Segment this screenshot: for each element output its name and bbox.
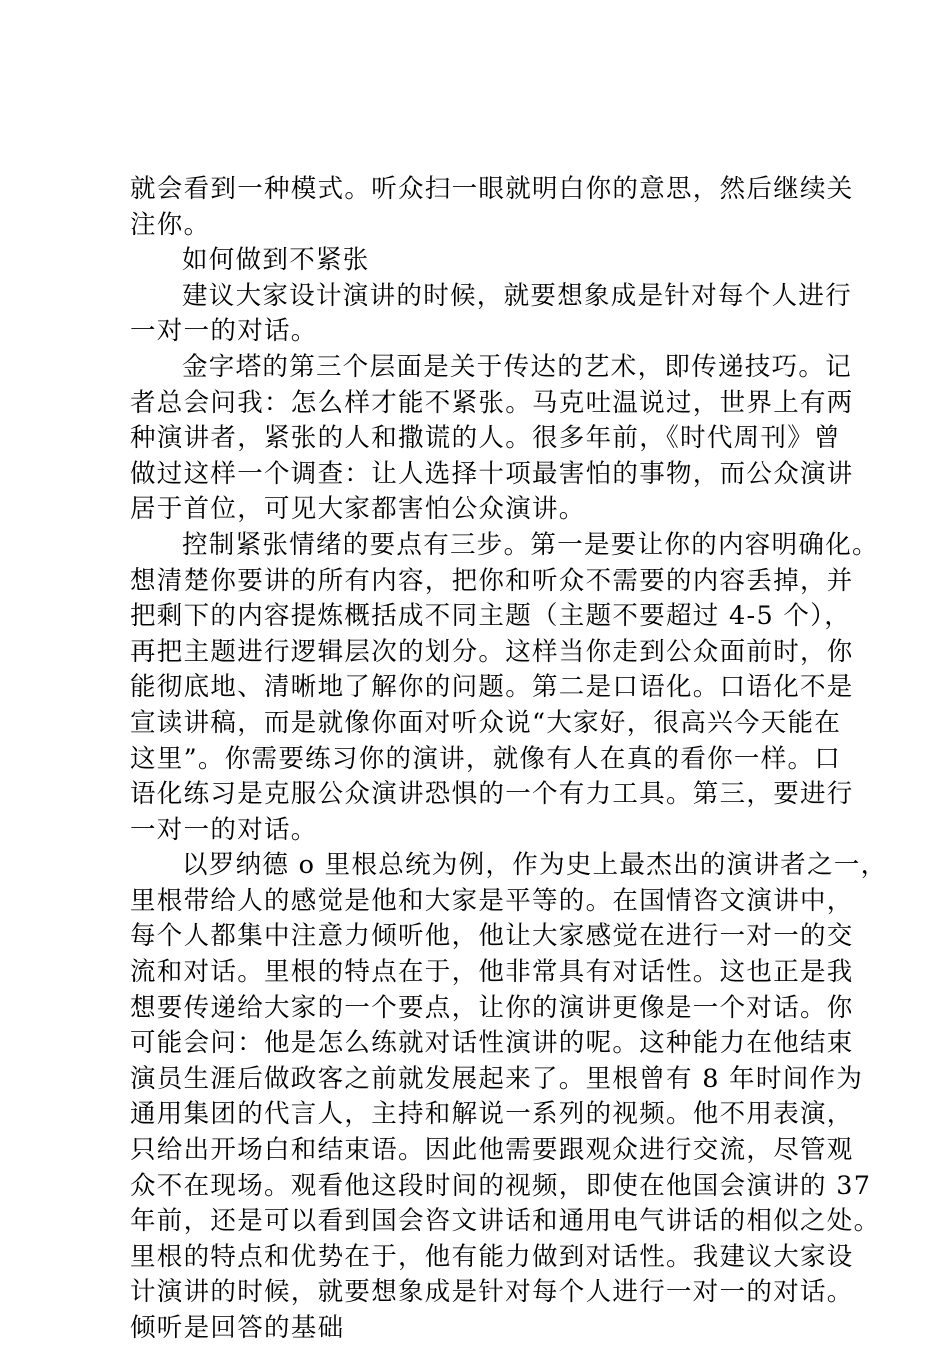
text-line: 年前，还是可以看到国会咨文讲话和通用电气讲话的相似之处。 xyxy=(130,1206,881,1237)
text-line: 演员生涯后做政客之前就发展起来了。里根曾有 8 年时间作为 xyxy=(130,1063,864,1094)
text-line: 居于首位，可见大家都害怕公众演讲。 xyxy=(130,494,586,525)
text-line: 金字塔的第三个层面是关于传达的艺术，即传递技巧。记 xyxy=(182,351,853,382)
text-line: 控制紧张情绪的要点有三步。第一是要让你的内容明确化。 xyxy=(182,529,879,560)
text-line: 倾听是回答的基础 xyxy=(130,1313,345,1343)
text-line: 可能会问：他是怎么练就对话性演讲的呢。这种能力在他结束 xyxy=(130,1028,854,1059)
text-line: 者总会问我：怎么样才能不紧张。马克吐温说过，世界上有两 xyxy=(130,387,854,418)
text-line: 宣读讲稿，而是就像你面对听众说“大家好，很高兴今天能在 xyxy=(130,707,842,738)
text-line: 众不在现场。观看他这段时间的视频，即使在他国会演讲的 37 xyxy=(130,1170,872,1201)
text-line: 语化练习是克服公众演讲恐惧的一个有力工具。第三，要进行 xyxy=(130,779,854,810)
text-line: 种演讲者，紧张的人和撒谎的人。很多年前，《时代周刊》曾 xyxy=(130,423,841,454)
text-line: 只给出开场白和结束语。因此他需要跟观众进行交流，尽管观 xyxy=(130,1135,854,1166)
text-line: 想要传递给大家的一个要点，让你的演讲更像是一个对话。你 xyxy=(130,992,854,1023)
text-line: 计演讲的时候，就要想象成是针对每个人进行一对一的对话。 xyxy=(130,1277,854,1308)
text-line: 每个人都集中注意力倾听他，他让大家感觉在进行一对一的交 xyxy=(130,921,854,952)
text-line: 想清楚你要讲的所有内容，把你和听众不需要的内容丢掉，并 xyxy=(130,565,854,596)
text-line: 再把主题进行逻辑层次的划分。这样当你走到公众面前时，你 xyxy=(130,636,854,667)
text-line: 做过这样一个调查：让人选择十项最害怕的事物，而公众演讲 xyxy=(130,458,854,489)
text-line: 这里”。你需要练习你的演讲，就像有人在真的看你一样。口 xyxy=(130,743,842,774)
text-line: 就会看到一种模式。听众扫一眼就明白你的意思，然后继续关 xyxy=(130,174,854,204)
text-line: 以罗纳德 o 里根总统为例，作为史上最杰出的演讲者之一， xyxy=(182,850,888,881)
text-line: 通用集团的代言人，主持和解说一系列的视频。他不用表演， xyxy=(130,1099,854,1130)
text-line: 能彻底地、清晰地了解你的问题。第二是口语化。口语化不是 xyxy=(130,672,854,703)
text-line: 注你。 xyxy=(130,209,211,240)
text-line: 一对一的对话。 xyxy=(130,316,318,347)
text-line: 里根的特点和优势在于，他有能力做到对话性。我建议大家设 xyxy=(130,1241,854,1272)
text-line: 流和对话。里根的特点在于，他非常具有对话性。这也正是我 xyxy=(130,957,854,988)
text-line: 一对一的对话。 xyxy=(130,814,318,845)
text-line: 里根带给人的感觉是他和大家是平等的。在国情咨文演讲中， xyxy=(130,885,854,916)
text-line: 建议大家设计演讲的时候，就要想象成是针对每个人进行 xyxy=(182,280,853,311)
text-line: 把剩下的内容提炼概括成不同主题（主题不要超过 4-5 个）， xyxy=(130,601,852,632)
section-heading: 如何做到不紧张 xyxy=(182,245,370,276)
document-body xyxy=(130,172,888,1347)
